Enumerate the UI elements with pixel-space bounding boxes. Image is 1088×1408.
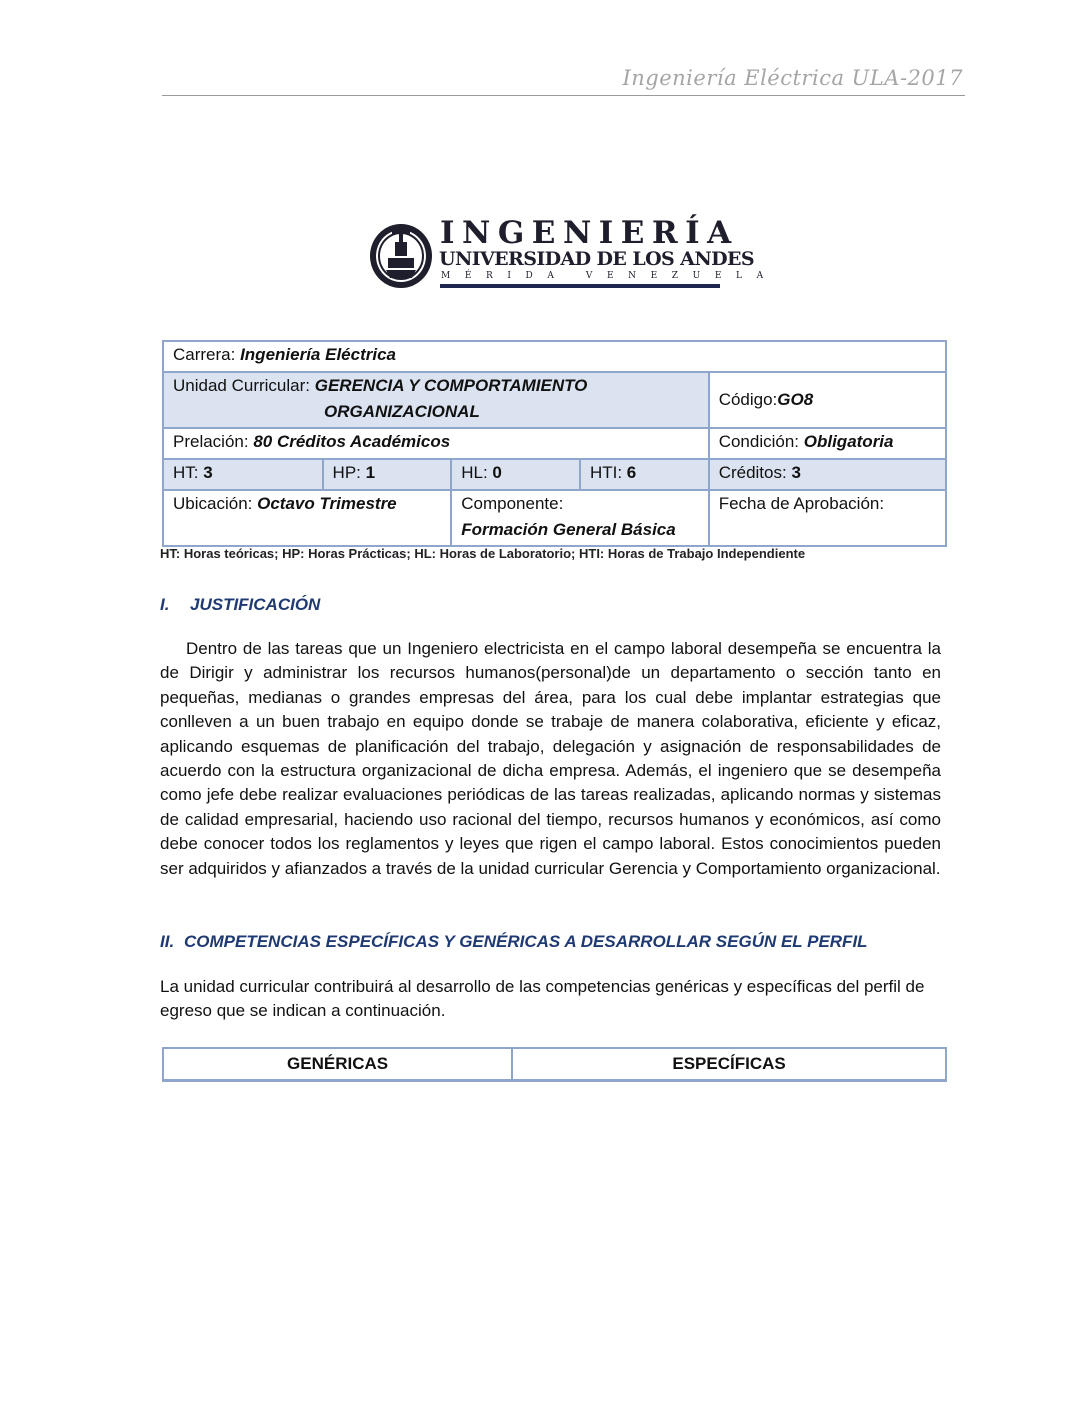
- university-seal-icon: [368, 218, 434, 290]
- ht-value: 3: [203, 463, 213, 482]
- cell-prelacion: [163, 428, 709, 459]
- hl-value: 0: [492, 463, 502, 482]
- hours-legend-note: HT: Horas teóricas; HP: Horas Prácticas; HL: Horas de Laboratorio; HTI: Horas de Trabajo Independiente: [160, 546, 806, 561]
- section-2-heading: [160, 932, 868, 952]
- hl-label: HL:: [461, 463, 493, 482]
- header-rule: [162, 95, 965, 96]
- unidad-value-2: ORGANIZACIONAL: [324, 402, 480, 421]
- cell-unidad: [163, 372, 709, 428]
- row-unidad: [163, 372, 946, 428]
- creditos-label: Créditos:: [718, 463, 792, 482]
- codigo-label: Código:: [718, 390, 778, 409]
- col-especificas-header: ESPECÍFICAS: [512, 1048, 946, 1081]
- cell-componente: [451, 490, 708, 546]
- cell-hti: [580, 459, 709, 490]
- componente-label: Componente:: [461, 494, 564, 513]
- logo-underline: [440, 284, 720, 288]
- section-1-body: [160, 637, 941, 881]
- row-prelacion: [163, 428, 946, 459]
- logo-line-university: UNIVERSIDAD DE LOS ANDES: [439, 248, 754, 270]
- section-1-paragraph: Dentro de las tareas que un Ingeniero electricista en el campo laboral desempeña se encuentra la de Dirigir y administrar los recursos humanos(personal)de un departamento o sección tanto en pequeñas, medianas o grandes empresas del área, para los cual debe implantar estrategias que conlleven a un buen trabajo en equipo donde se trabaje de manera colaborativa, eficiente y eficaz, aplicando esquemas de planificación del trabajo, delegación y asignación de responsabilidades de acuerdo con la estructura organizacional de dicha empresa. Además, el ingeniero que se desempeña como jefe debe realizar evaluaciones periódicas de las tareas realizadas, aplicando normas y sistemas de calidad empresarial, haciendo uso racional del tiempo, recursos humanos y económicos, así como debe conocer todos los reglamentos y leyes que rigen el campo laboral. Estos conocimientos pueden ser adquiridos y afianzados a través de la unidad curricular Gerencia y Comportamiento organizacional.: [160, 639, 941, 878]
- carrera-value: Ingeniería Eléctrica: [240, 345, 396, 364]
- prelacion-value: 80 Créditos Académicos: [253, 432, 451, 451]
- university-logo: [368, 215, 778, 290]
- prelacion-label: Prelación:: [173, 432, 254, 451]
- section-1-heading: [160, 595, 320, 615]
- row-hours: [163, 459, 946, 490]
- condicion-value: Obligatoria: [803, 432, 894, 451]
- row-ubicacion: [163, 490, 946, 546]
- cell-hp: [323, 459, 452, 490]
- cell-hl: [451, 459, 580, 490]
- logo-line-location: MÉRIDA VENEZUELA: [441, 271, 778, 281]
- condicion-label: Condición:: [718, 432, 804, 451]
- competencias-table: [162, 1047, 947, 1082]
- cell-ht: [163, 459, 323, 490]
- cell-ubicacion: [163, 490, 451, 546]
- cell-codigo: [709, 372, 946, 428]
- cell-carrera: [163, 341, 946, 372]
- row-carrera: [163, 341, 946, 372]
- hti-label: HTI:: [589, 463, 627, 482]
- cell-creditos: [709, 459, 946, 490]
- section-2-title: COMPETENCIAS ESPECÍFICAS Y GENÉRICAS A DESARROLLAR SEGÚN EL PERFIL: [184, 932, 868, 951]
- ht-label: HT:: [173, 463, 204, 482]
- course-info-table: [162, 340, 947, 547]
- page-header-title: Ingeniería Eléctrica ULA-2017: [622, 66, 963, 90]
- hti-value: 6: [626, 463, 637, 482]
- unidad-label: Unidad Curricular:: [173, 376, 315, 395]
- ubicacion-label: Ubicación:: [173, 494, 258, 513]
- col-genericas-header: GENÉRICAS: [163, 1048, 512, 1081]
- section-1-title: JUSTIFICACIÓN: [190, 595, 321, 614]
- hp-value: 1: [365, 463, 376, 482]
- cell-condicion: [709, 428, 946, 459]
- carrera-label: Carrera:: [173, 345, 241, 364]
- section-2-body: [160, 975, 960, 1024]
- componente-value: Formación General Básica: [461, 520, 676, 539]
- ubicacion-value: Octavo Trimestre: [257, 494, 397, 513]
- section-1-number: I.: [160, 595, 170, 614]
- logo-line-ingenieria: INGENIERÍA: [440, 215, 739, 251]
- hp-label: HP:: [332, 463, 366, 482]
- section-2-paragraph: La unidad curricular contribuirá al desarrollo de las competencias genéricas y específicas del perfil de egreso que se indican a continuación.: [160, 977, 925, 1021]
- cell-fecha: [709, 490, 946, 546]
- creditos-value: 3: [791, 463, 801, 482]
- codigo-value: GO8: [777, 390, 814, 409]
- competencias-header-row: [163, 1048, 946, 1081]
- section-2-number: II.: [160, 932, 175, 951]
- fecha-label: Fecha de Aprobación:: [718, 494, 885, 513]
- unidad-value-1: GERENCIA Y COMPORTAMIENTO: [314, 376, 588, 395]
